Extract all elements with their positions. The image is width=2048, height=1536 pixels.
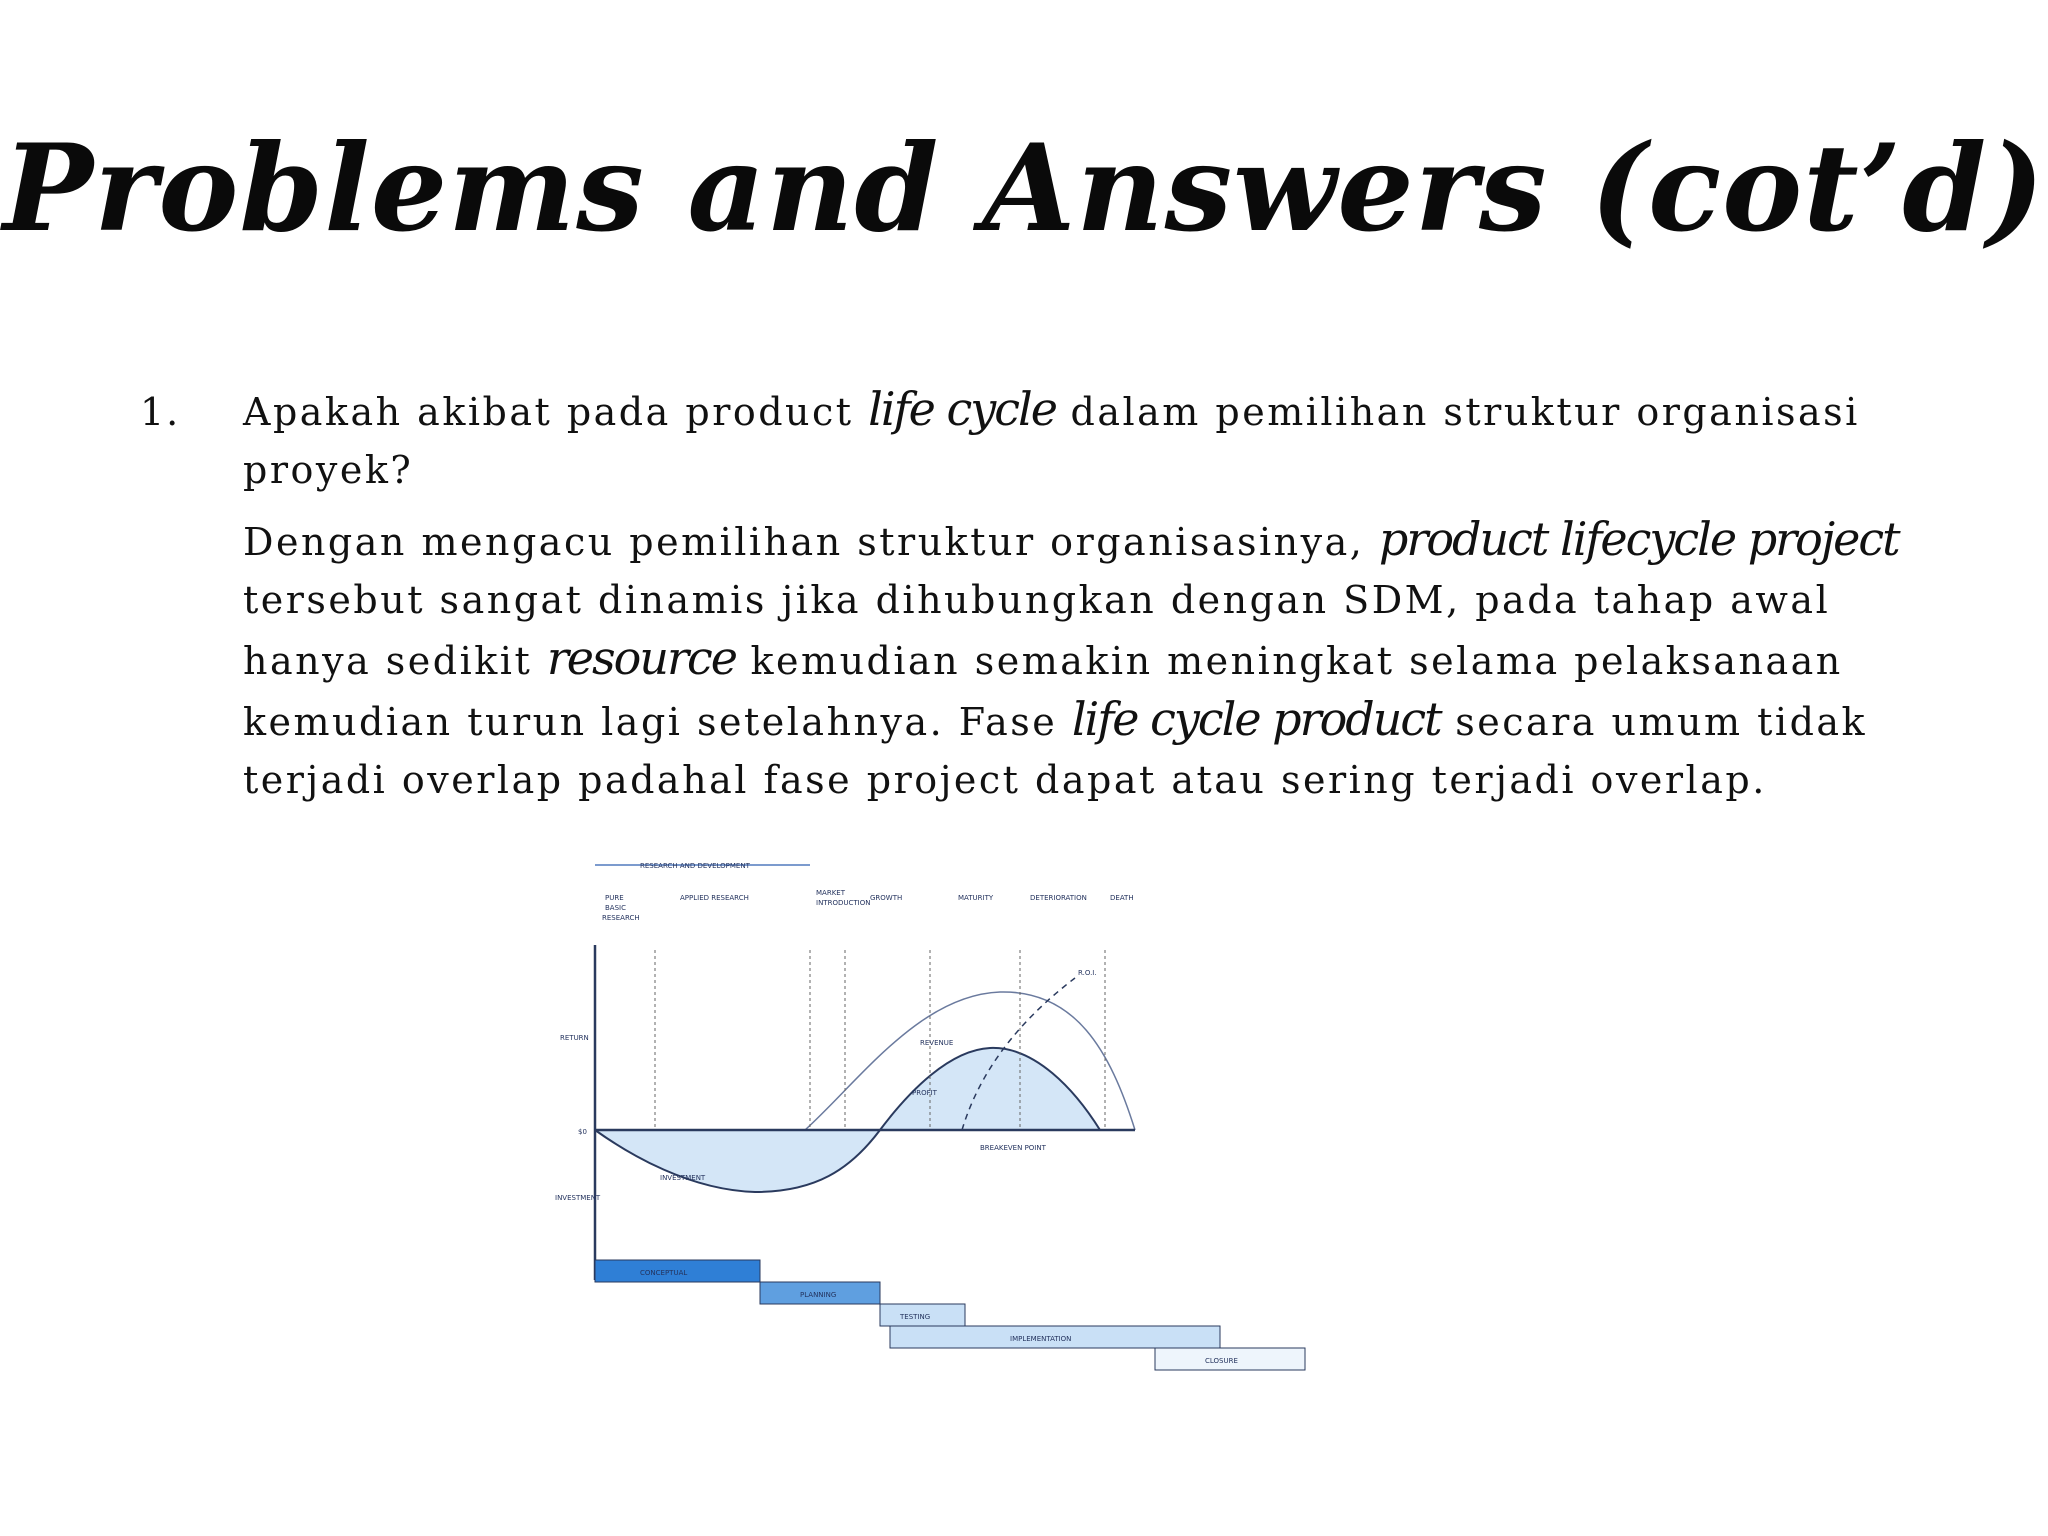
answer-emphasis: life cycle product <box>1071 692 1441 746</box>
phase-label: APPLIED RESEARCH <box>680 894 749 902</box>
answer-text-part: kemudian semakin meningkat selama pelaksanaan kemudian turun lagi setelahnya. Fase <box>243 639 1843 744</box>
answer-emphasis: resource <box>546 631 736 685</box>
answer-text-part: secara umum tidak terjadi overlap padahal fase project dapat atau sering terjadi overlap. <box>243 700 1868 802</box>
curve-label: R.O.I. <box>1078 969 1097 977</box>
phase-label: DEATH <box>1110 894 1134 902</box>
investment-area <box>595 1130 880 1192</box>
phase-label: MARKET <box>816 889 845 897</box>
bar-label: IMPLEMENTATION <box>1010 1335 1072 1343</box>
life-cycle-diagram <box>540 850 1320 1400</box>
list-number: 1. <box>140 390 181 434</box>
life-cycle-svg <box>540 850 1320 1400</box>
phase-label: MATURITY <box>958 894 994 902</box>
phase-label: RESEARCH <box>602 914 640 922</box>
answer-text-part: Dengan mengacu pemilihan struktur organisasinya, <box>243 520 1379 564</box>
question-text-part: Apakah akibat pada product <box>243 390 869 434</box>
top-span-label: RESEARCH AND DEVELOPMENT <box>640 862 750 870</box>
phase-label: INTRODUCTION <box>816 899 871 907</box>
curve-label: BREAKEVEN POINT <box>980 1144 1046 1152</box>
question-text-part: dalam pemilihan struktur organisasi proyek? <box>243 390 1860 492</box>
axis-label-investment: INVESTMENT <box>555 1194 601 1202</box>
axis-label-zero: $0 <box>578 1128 587 1136</box>
bar-label: CONCEPTUAL <box>640 1269 688 1277</box>
answer-emphasis: product lifecycle project <box>1378 512 1899 566</box>
curve-label: PROFIT <box>912 1089 937 1097</box>
question-text <box>243 380 1863 499</box>
phase-label: PURE <box>605 894 624 902</box>
phase-label: DETERIORATION <box>1030 894 1087 902</box>
bar-label: TESTING <box>900 1313 931 1321</box>
phase-label: BASIC <box>605 904 626 912</box>
bar-label: PLANNING <box>800 1291 837 1299</box>
answer-text-part: tersebut sangat dinamis jika dihubungkan dengan SDM, pada tahap awal hanya sedikit <box>243 578 1831 683</box>
phase-label: GROWTH <box>870 894 903 902</box>
curve-label: INVESTMENT <box>660 1174 706 1182</box>
answer-text <box>243 510 1943 809</box>
axis-label-return: RETURN <box>560 1034 589 1042</box>
curve-label: REVENUE <box>920 1039 954 1047</box>
bar-label: CLOSURE <box>1205 1357 1238 1365</box>
slide-title: Problems and Answers (cot’d) <box>2 118 2046 259</box>
question-emphasis: life cycle <box>868 382 1056 436</box>
